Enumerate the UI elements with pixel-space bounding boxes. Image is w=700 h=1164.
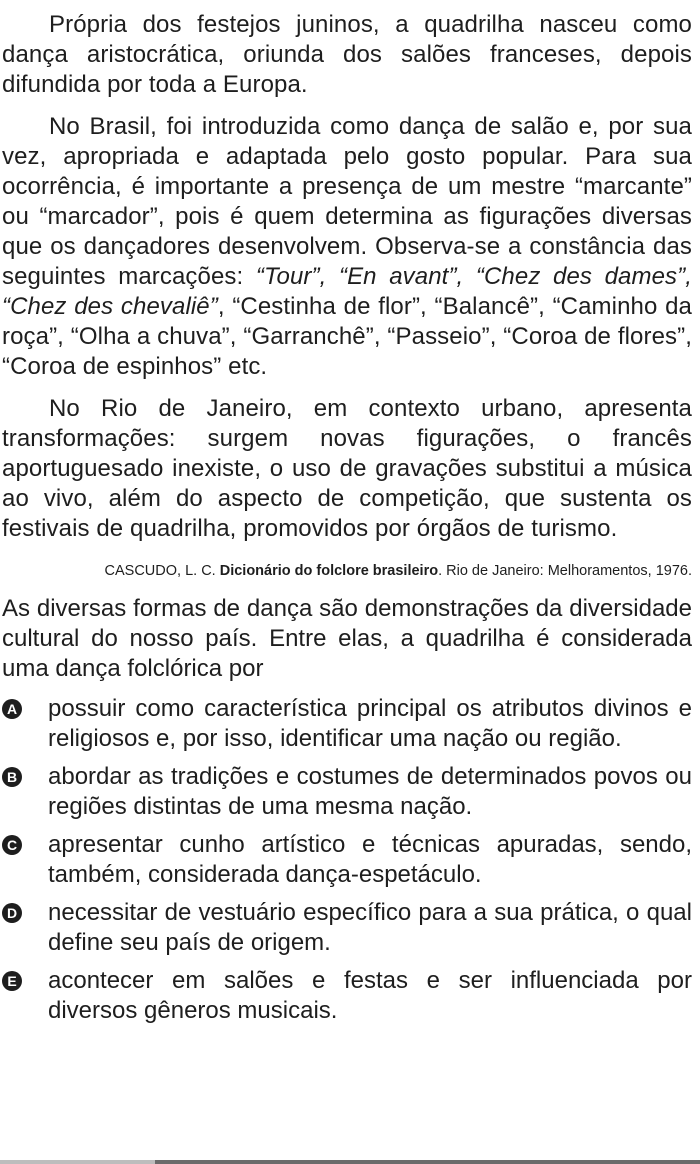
passage-paragraph-2-end: , “Cestinha de flor”, “Balancê”, “Caminho da roça”, “Olha a chuva”, “Garranchê”, “Passeio”, “Coroa de flores”, “Coroa de espinhos” etc. — [2, 293, 693, 380]
citation-publisher: . Rio de Janeiro: Melhoramentos, 1976. — [438, 563, 692, 579]
option-b[interactable] — [2, 762, 692, 822]
option-b-letter-badge: B — [2, 767, 22, 787]
citation-author: CASCUDO, L. C. — [104, 563, 220, 579]
passage-paragraph-2 — [2, 112, 692, 382]
question-stem: As diversas formas de dança são demonstrações da diversidade cultural do nosso país. Entre elas, a quadrilha é considerada uma dança folclórica por — [2, 595, 692, 682]
passage-paragraph-2-french-terms: “Tour”, “En avant”, “Chez des dames”, “Chez des chevaliê” — [2, 263, 693, 320]
option-d-text: necessitar de vestuário específico para a sua prática, o qual define seu país de origem. — [48, 899, 692, 956]
citation-title: Dicionário do folclore brasileiro — [219, 563, 439, 579]
passage — [2, 10, 692, 544]
source-citation — [2, 562, 692, 580]
passage-paragraph-2-start: No Brasil, foi introduzida como dança de salão e, por sua vez, apropriada e adaptada pelo gosto popular. Para sua ocorrência, é importante a presença de um mestre “marcante” ou “marcador”, pois é quem determina as figurações diversas que os dançadores desenvolvem. Observa-se a constância das seguintes marcações: — [2, 113, 692, 290]
option-a[interactable] — [2, 694, 692, 754]
passage-paragraph-1: Própria dos festejos juninos, a quadrilha nasceu como dança aristocrática, oriunda dos salões franceses, depois difundida por toda a Europa. — [2, 11, 692, 98]
option-c-text: apresentar cunho artístico e técnicas apuradas, sendo, também, considerada dança-espetáculo. — [48, 831, 692, 888]
answer-options — [2, 694, 692, 1026]
option-a-text: possuir como característica principal os atributos divinos e religiosos e, por isso, identificar uma nação ou região. — [48, 695, 692, 752]
passage-paragraph-3: No Rio de Janeiro, em contexto urbano, apresenta transformações: surgem novas figurações, o francês aportuguesado inexiste, o uso de gravações substitui a música ao vivo, além do aspecto de competição, que sustenta os festivais de quadrilha, promovidos por órgãos de turismo. — [2, 395, 692, 542]
option-d[interactable] — [2, 898, 692, 958]
option-e-letter-badge: E — [2, 971, 22, 991]
option-d-letter-badge: D — [2, 903, 22, 923]
option-c[interactable] — [2, 830, 692, 890]
option-a-letter-badge: A — [2, 699, 22, 719]
option-e[interactable] — [2, 966, 692, 1026]
bottom-divider — [0, 1160, 700, 1164]
option-b-text: abordar as tradições e costumes de determinados povos ou regiões distintas de uma mesma nação. — [48, 763, 692, 820]
option-e-text: acontecer em salões e festas e ser influenciada por diversos gêneros musicais. — [48, 967, 692, 1024]
option-c-letter-badge: C — [2, 835, 22, 855]
